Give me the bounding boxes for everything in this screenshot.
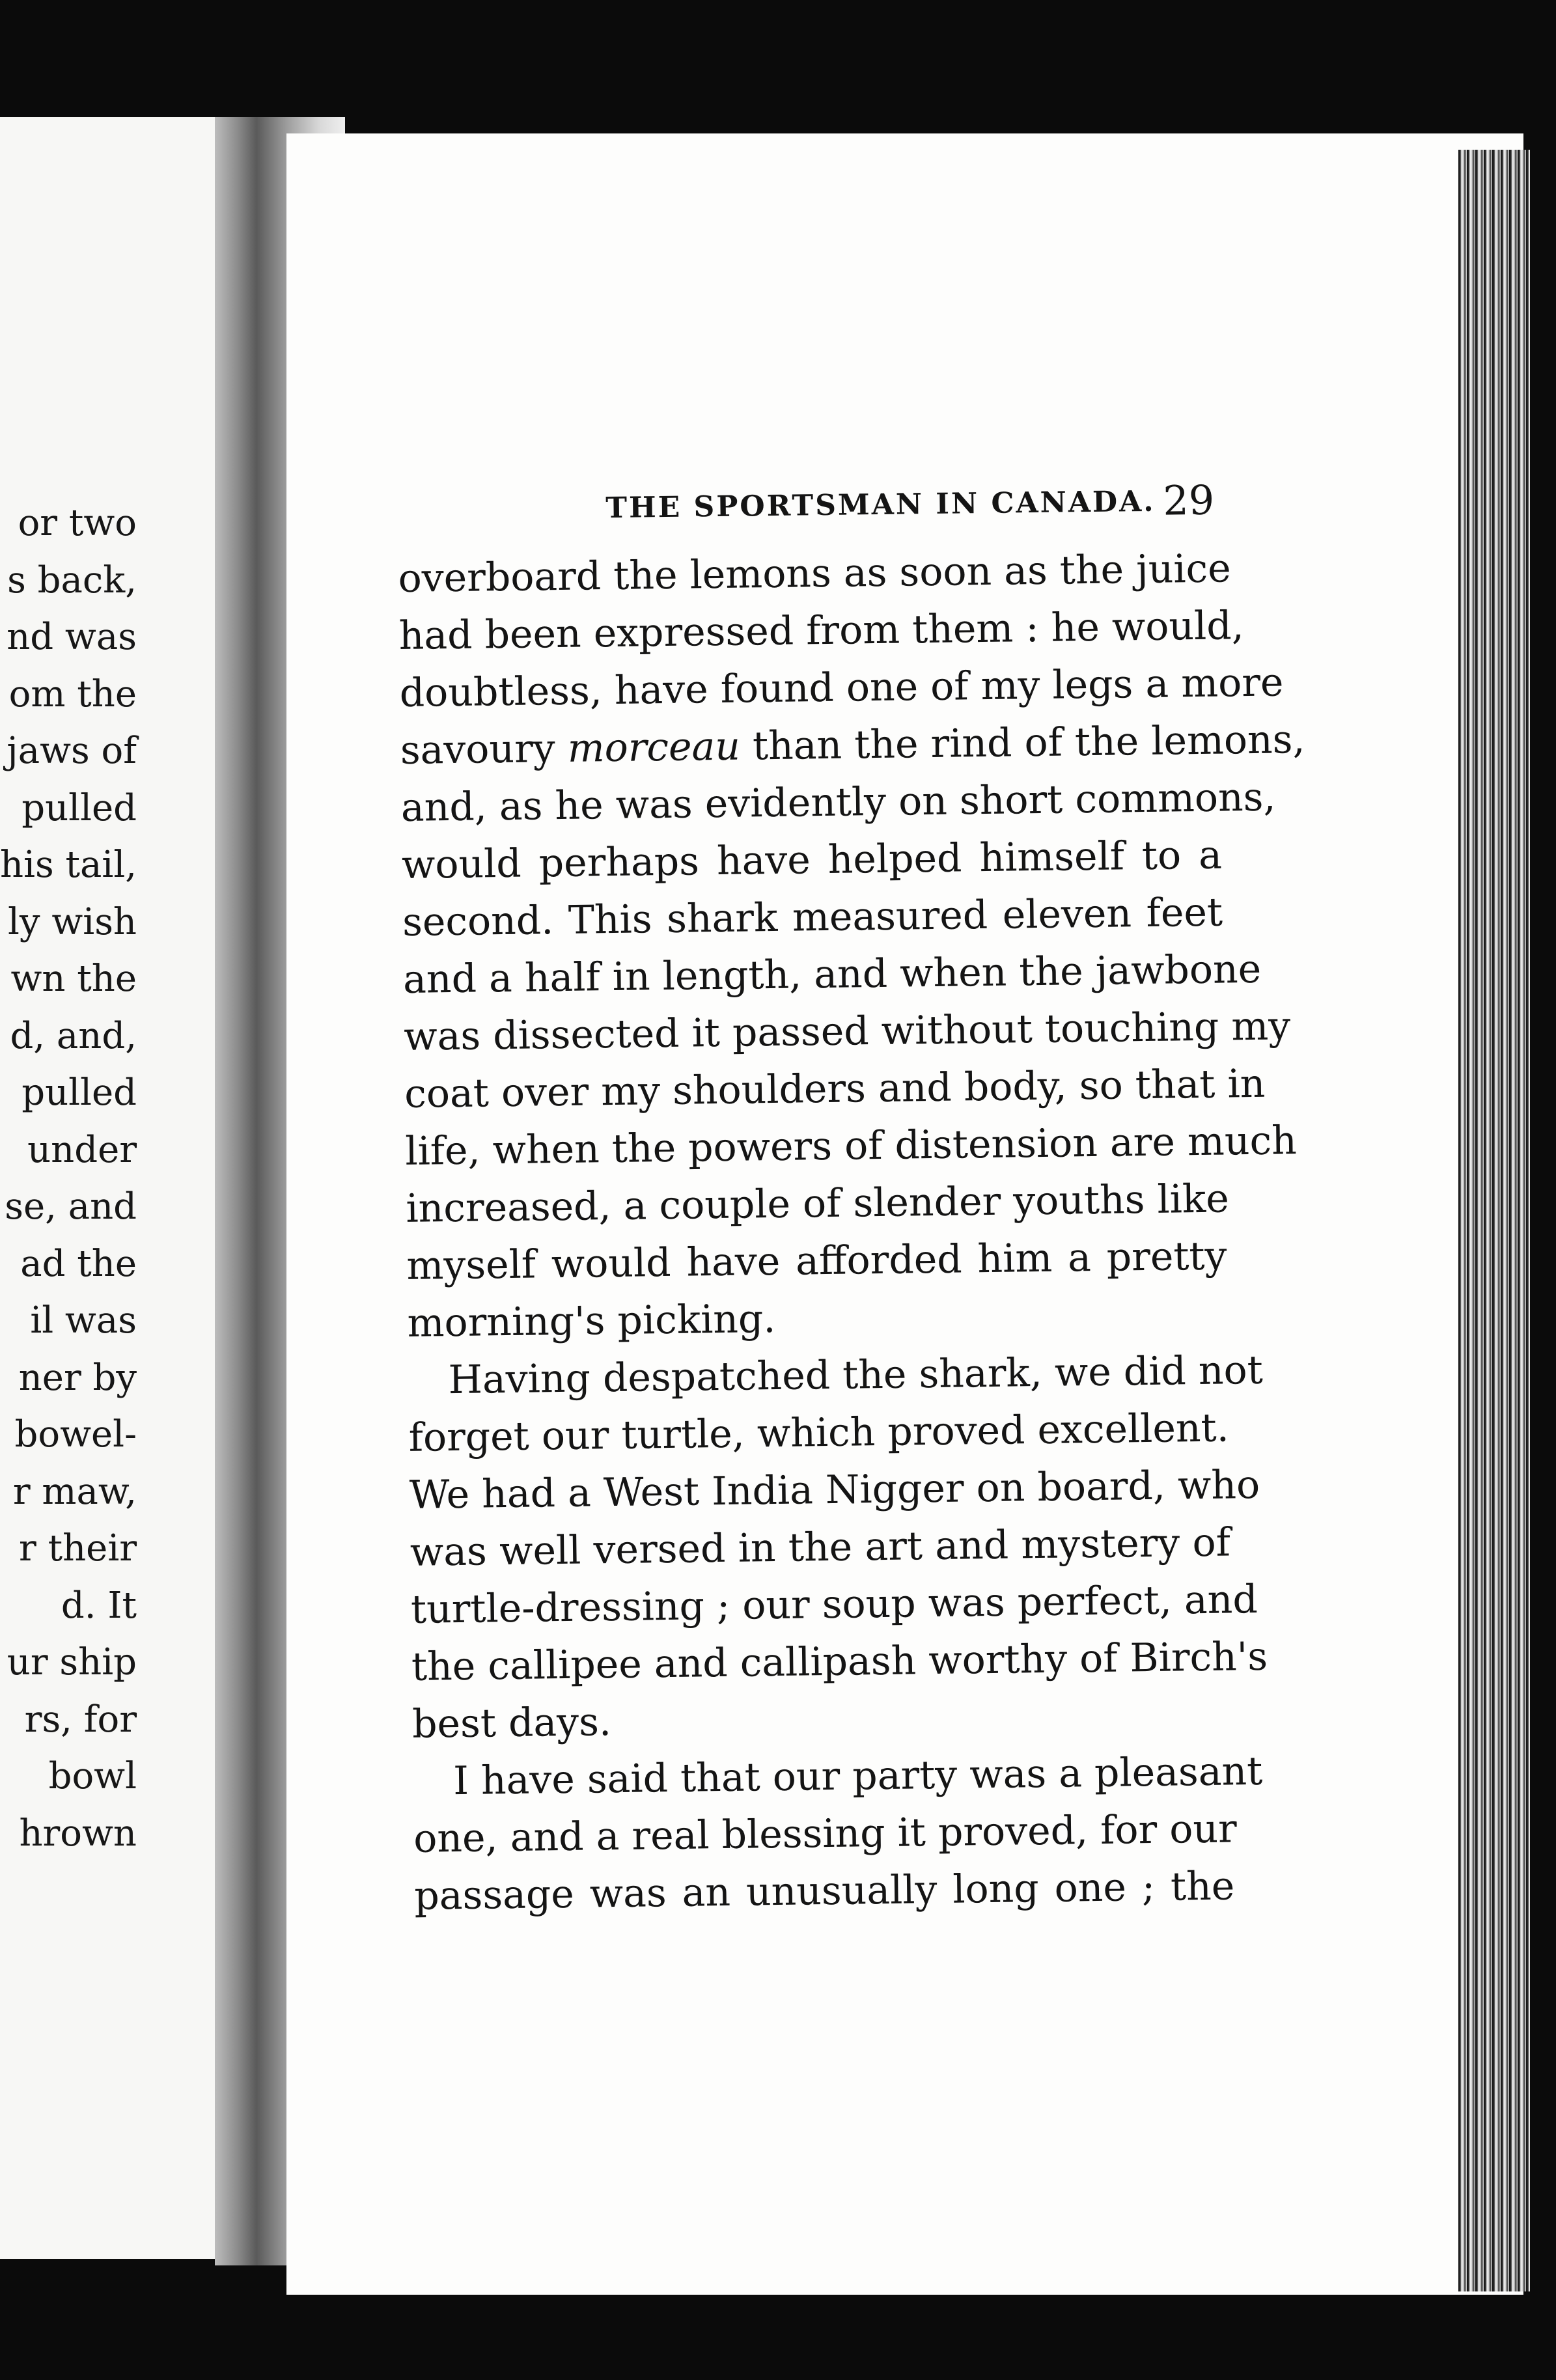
text-line: second. This shark measured eleven feet: [402, 889, 1223, 945]
text-line: forget our turtle, which proved excellent.: [408, 1405, 1230, 1461]
running-title: THE SPORTSMAN IN CANADA.: [605, 484, 1156, 525]
left-line: om the: [8, 672, 137, 715]
text-line: turtle-dressing ; our soup was perfect, and: [410, 1576, 1258, 1633]
left-line: bowel-: [14, 1413, 137, 1456]
left-line: s back,: [7, 559, 137, 602]
left-line: wn the: [10, 958, 137, 1000]
left-line: under: [27, 1128, 137, 1171]
running-head: [397, 476, 1218, 550]
left-line: r maw,: [12, 1470, 137, 1513]
text-line: was dissected it passed without touching my: [403, 1003, 1291, 1060]
text-line: [400, 712, 1305, 779]
paragraph: [408, 1342, 1268, 1753]
text-line: was well versed in the art and mystery of: [410, 1519, 1231, 1575]
text-line: and a half in length, and when the jawbone: [402, 946, 1262, 1003]
text-line: had been expressed from them : he would,: [398, 603, 1245, 659]
text-line: would perhaps have helped himself to a: [401, 832, 1223, 888]
left-line: ur ship: [7, 1641, 137, 1683]
left-line: pulled: [21, 786, 137, 829]
text-line: Having despatched the shark, we did not: [448, 1347, 1264, 1404]
right-page-text: [397, 476, 1305, 1925]
text-line: morning's picking.: [407, 1295, 776, 1346]
left-line: se, and: [5, 1185, 137, 1228]
text-line: overboard the lemons as soon as the juice: [398, 546, 1232, 602]
left-line: d. It: [61, 1584, 137, 1627]
left-line: jaws of: [7, 730, 137, 772]
text-line: doubtless, have found one of my legs a more: [399, 659, 1284, 716]
left-line: or two: [18, 502, 137, 544]
left-line: ly wish: [8, 900, 137, 943]
text-line: passage was an unusually long one ; the: [413, 1863, 1235, 1919]
text-line: life, when the powers of distension are much: [404, 1118, 1298, 1174]
page-number: 29: [1162, 476, 1215, 525]
left-line: hrown: [19, 1812, 137, 1855]
text-line: I have said that our party was a pleasant: [452, 1748, 1263, 1805]
left-line: his tail,: [0, 844, 137, 886]
left-line: il was: [30, 1299, 137, 1342]
paragraph: [413, 1743, 1263, 1924]
page-edges: [1458, 150, 1530, 2291]
text-line: coat over my shoulders and body, so that in: [404, 1060, 1266, 1117]
paragraph: [398, 540, 1305, 1352]
left-line: pulled: [21, 1072, 137, 1114]
italic-word: morceau: [567, 723, 741, 771]
left-line: ner by: [18, 1356, 137, 1399]
left-line: d, and,: [10, 1014, 137, 1057]
text-line: best days.: [411, 1699, 612, 1747]
text-line: increased, a couple of slender youths like: [406, 1176, 1230, 1232]
left-line: ad the: [20, 1242, 137, 1285]
text-fragment: than the rind of the lemons,: [740, 716, 1305, 769]
left-line: r their: [19, 1527, 137, 1570]
left-line: rs, for: [24, 1698, 137, 1741]
text-line: myself would have afforded him a pretty: [406, 1233, 1227, 1289]
text-line: the callipee and callipash worthy of Birch's: [411, 1633, 1268, 1690]
left-line: bowl: [48, 1755, 137, 1797]
text-fragment: savoury: [400, 725, 568, 773]
left-line: nd was: [7, 616, 137, 658]
text-line: one, and a real blessing it proved, for our: [413, 1806, 1238, 1862]
left-page-text: [0, 495, 137, 1862]
text-line: and, as he was evidently on short commons,: [400, 774, 1276, 831]
text-line: We had a West India Nigger on board, who: [409, 1461, 1260, 1518]
